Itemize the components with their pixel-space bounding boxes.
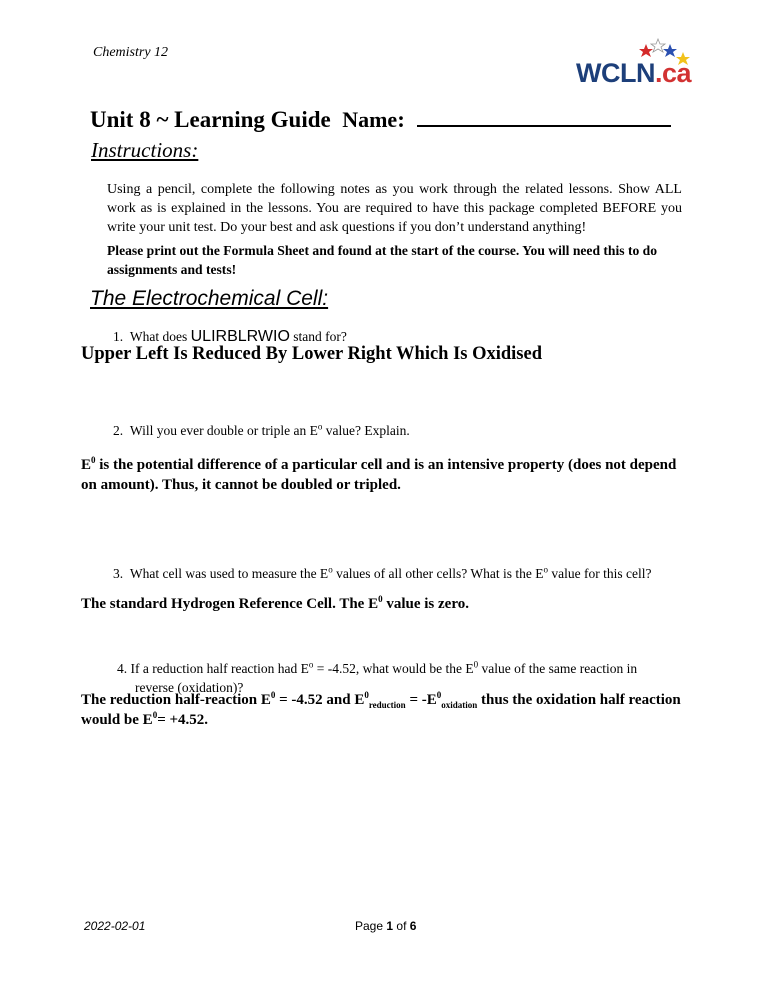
- question-1: 1. What does ULIRBLRWIO stand for?: [113, 328, 347, 345]
- section-heading: The Electrochemical Cell:: [90, 287, 329, 310]
- page-title: [90, 105, 671, 133]
- instructions-bold: Please print out the Formula Sheet and found at the start of the course. You will need this to do assignments and tests!: [107, 243, 658, 277]
- footer-date: 2022-02-01: [84, 919, 146, 933]
- logo-text: WCLN: [576, 58, 655, 88]
- answer-4: The reduction half-reaction $E^0 = -4.52$ and $E^0_{reduction} = -E^0_{oxidation}$ thus the oxidation half reaction would be $E^0= +4.52$.: [81, 690, 681, 728]
- question-4: 4. If a reduction half reaction had $E^o = -4.52$, what would be the $E^0$ value of the same reaction in reverse (oxidation)?: [117, 659, 638, 695]
- acronym: ULIRBLRWIO: [190, 328, 290, 345]
- question-2: 2. Will you ever double or triple an $E^o$ value? Explain.: [113, 421, 410, 438]
- course-label: Chemistry 12: [93, 45, 169, 60]
- wcln-logo: [576, 38, 696, 94]
- answer-3: The standard Hydrogen Reference Cell. The $E^0$ value is zero.: [81, 594, 469, 612]
- question-3: 3. What cell was used to measure the $E^o$ values of all other cells? What is the $E^o$ value for this cell?: [113, 564, 652, 581]
- name-field[interactable]: [417, 105, 671, 127]
- logo-suffix: .ca: [654, 58, 692, 88]
- answer-2: $E^0$ is the potential difference of a particular cell and is an intensive property (does not depend on amount). Thus, it cannot be doubled or tripled.: [81, 455, 677, 493]
- title-main: Unit 8 ~ Learning Guide: [90, 107, 331, 132]
- instructions-body: Using a pencil, complete the following notes as you work through the related lessons. Show ALL work as is explained in the lessons. You are required to have this package completed BEFORE you write your unit test. Do your best and ask questions if you don’t understand anything!: [107, 182, 682, 235]
- answer-1: Upper Left Is Reduced By Lower Right Which Is Oxidised: [81, 344, 543, 364]
- page-number: Page 1 of 6: [355, 919, 417, 933]
- name-label: Name: [342, 107, 398, 132]
- name-colon: :: [397, 107, 405, 132]
- instructions-heading: Instructions:: [91, 138, 199, 162]
